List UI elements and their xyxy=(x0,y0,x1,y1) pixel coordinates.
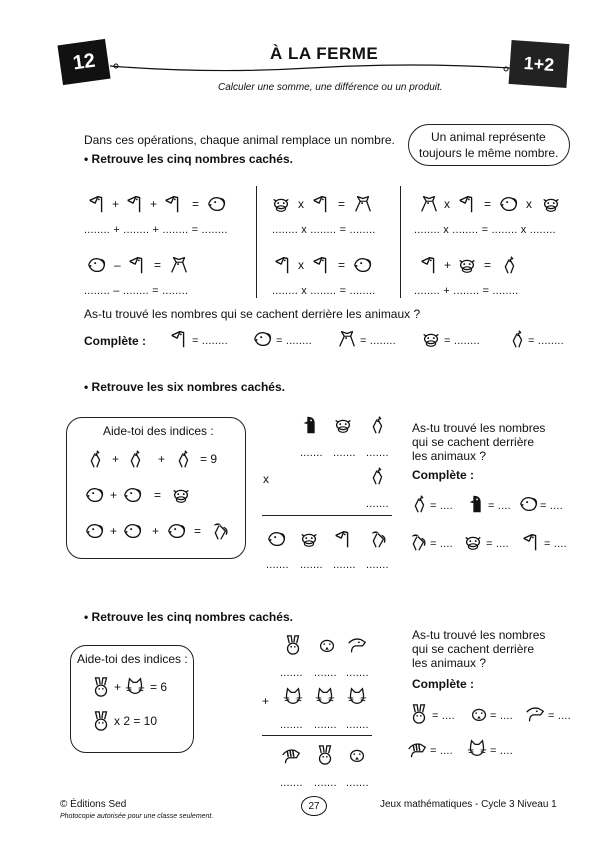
s3-dots-result-b[interactable]: ....... xyxy=(314,777,337,789)
cat-icon xyxy=(346,686,368,708)
goose-icon xyxy=(520,531,542,553)
crow-icon xyxy=(300,414,322,436)
s3-dots-result-a[interactable]: ....... xyxy=(280,777,303,789)
dog-icon xyxy=(122,520,144,542)
s3-dots-row2-b[interactable]: ....... xyxy=(314,719,337,731)
hen-icon xyxy=(124,448,146,470)
horse-icon xyxy=(168,254,190,276)
plus-sign: + xyxy=(152,524,160,538)
s3-hint2-expr: x 2 = 10 xyxy=(114,714,158,728)
section1-complete-label: Complète : xyxy=(84,334,147,348)
chapter-number-badge xyxy=(57,39,110,85)
column-divider-1 xyxy=(256,186,257,298)
addition-result-line xyxy=(262,735,372,736)
cow-icon xyxy=(456,254,478,276)
page-subtitle: Calculer une somme, une différence ou un produit. xyxy=(218,82,443,93)
dots-result-c[interactable]: ....... xyxy=(333,559,356,571)
page-title: À LA FERME xyxy=(270,44,379,63)
goose-icon xyxy=(418,254,440,276)
dots-row1-c[interactable]: ....... xyxy=(366,447,389,459)
dog-icon xyxy=(252,328,274,350)
dog-icon xyxy=(498,193,520,215)
equals-sign: = xyxy=(338,258,346,272)
plus-sign: + xyxy=(158,452,166,466)
multiply-sign: x xyxy=(263,472,269,486)
rabbit-icon xyxy=(282,634,304,656)
times-sign: x xyxy=(298,258,304,272)
s3-dots-row1-a[interactable]: ....... xyxy=(280,667,303,679)
answer-line-r1c2[interactable]: ........ x ........ = ........ xyxy=(272,224,376,236)
equals-sign: = xyxy=(194,524,202,538)
dog-icon xyxy=(206,193,228,215)
section2-hint-title: Aide-toi des indices : xyxy=(103,424,214,438)
section3-hint-title: Aide-toi des indices : xyxy=(77,652,188,666)
cow-icon xyxy=(540,193,562,215)
section2-question-l2: qui se cachent derrière xyxy=(412,435,535,449)
series-logo-text: 1+2 xyxy=(523,52,555,75)
dog-answer[interactable]: = ........ xyxy=(276,335,312,347)
hen-icon xyxy=(366,465,388,487)
footer-copyright: © Éditions Sed xyxy=(60,799,127,810)
answer-line-r2c2[interactable]: ........ x ........ = ........ xyxy=(272,285,376,297)
cat-icon xyxy=(124,676,146,698)
dog-icon xyxy=(122,484,144,506)
dog-icon xyxy=(518,493,540,515)
s2-goose-answer[interactable]: = .... xyxy=(544,538,567,550)
rabbit-icon xyxy=(408,703,430,725)
header-rope-line xyxy=(110,58,520,78)
dog-icon xyxy=(86,254,108,276)
footer-license: Photocopie autorisée pour une classe seulement. xyxy=(60,813,214,820)
s3-hound-answer[interactable]: = .... xyxy=(548,710,571,722)
section3-question-l2: qui se cachent derrière xyxy=(412,642,535,656)
hen-icon xyxy=(498,254,520,276)
goose-icon xyxy=(168,328,190,350)
cat-icon xyxy=(282,686,304,708)
s3-dots-row2-a[interactable]: ....... xyxy=(280,719,303,731)
dots-result-d[interactable]: ....... xyxy=(366,559,389,571)
answer-line-r2c1[interactable]: ........ – ........ = ........ xyxy=(84,285,189,297)
goose-icon xyxy=(126,254,148,276)
bubble-line1: Un animal représente xyxy=(431,130,546,144)
goose-icon xyxy=(162,193,184,215)
section3-question-l3: les animaux ? xyxy=(412,656,487,670)
cow-icon xyxy=(420,328,442,350)
section2-question-l3: les animaux ? xyxy=(412,449,487,463)
hen-icon xyxy=(366,414,388,436)
hen-icon xyxy=(408,493,430,515)
times-sign: x xyxy=(298,197,304,211)
answer-line-r2c3[interactable]: ........ + ........ = ........ xyxy=(414,285,519,297)
dots-row1-a[interactable]: ....... xyxy=(300,447,323,459)
chapter-number: 12 xyxy=(71,49,97,74)
series-logo xyxy=(509,40,570,88)
bubble-line2: toujours le même nombre. xyxy=(419,146,559,160)
plus-sign: + xyxy=(112,452,120,466)
rabbit-icon xyxy=(90,710,112,732)
goose-icon xyxy=(456,193,478,215)
goose-icon xyxy=(272,254,294,276)
section1-info-bubble xyxy=(408,124,570,166)
plus-sign: + xyxy=(112,197,120,211)
cow-icon xyxy=(270,193,292,215)
chick-icon xyxy=(316,634,338,656)
dots-result-b[interactable]: ....... xyxy=(300,559,323,571)
goose-answer[interactable]: = ........ xyxy=(192,335,228,347)
s3-dots-row2-c[interactable]: ....... xyxy=(346,719,369,731)
multiplication-result-line xyxy=(262,515,392,516)
dots-result-a[interactable]: ....... xyxy=(266,559,289,571)
rooster-icon xyxy=(406,531,428,553)
dog-icon xyxy=(166,520,188,542)
dots-row2-c[interactable]: ....... xyxy=(366,498,389,510)
zebra-icon xyxy=(280,744,302,766)
column-divider-2 xyxy=(400,186,401,298)
dog-icon xyxy=(352,254,374,276)
cow-icon xyxy=(298,528,320,550)
section2-heading: • Retrouve les six nombres cachés. xyxy=(84,380,285,394)
cow-icon xyxy=(332,414,354,436)
zebra-icon xyxy=(406,738,428,760)
goose-icon xyxy=(124,193,146,215)
section3-hint-bubble xyxy=(70,645,194,753)
section2-question-l1: As-tu trouvé les nombres xyxy=(412,421,546,435)
horse-icon xyxy=(352,193,374,215)
page-number: 27 xyxy=(308,800,320,812)
cow-icon xyxy=(462,531,484,553)
hen-icon xyxy=(84,448,106,470)
cat-icon xyxy=(466,738,488,760)
section3-question-l1: As-tu trouvé les nombres xyxy=(412,628,546,642)
goose-icon xyxy=(310,193,332,215)
s2-crow-answer[interactable]: = .... xyxy=(488,500,511,512)
rabbit-icon xyxy=(314,744,336,766)
section1-heading: • Retrouve les cinq nombres cachés. xyxy=(84,152,293,166)
footer-series: Jeux mathématiques - Cycle 3 Niveau 1 xyxy=(380,799,557,810)
section2-complete-label: Complète : xyxy=(412,468,475,482)
rooster-icon xyxy=(208,520,230,542)
s3-dots-result-c[interactable]: ....... xyxy=(346,777,369,789)
hen-icon xyxy=(172,448,194,470)
plus-sign: + xyxy=(110,488,118,502)
s3-hint1-result: = 6 xyxy=(150,680,168,694)
section3-complete-label: Complète : xyxy=(412,677,475,691)
s3-rabbit-answer[interactable]: = .... xyxy=(432,710,455,722)
chick-icon xyxy=(468,703,490,725)
page-number-badge xyxy=(301,796,327,816)
hound-icon xyxy=(346,634,368,656)
section1-question: As-tu trouvé les nombres qui se cachent derrière les animaux ? xyxy=(84,307,421,321)
horse-icon xyxy=(336,328,358,350)
s3-dots-row1-b[interactable]: ....... xyxy=(314,667,337,679)
hound-icon xyxy=(524,703,546,725)
dog-icon xyxy=(84,484,106,506)
cat-icon xyxy=(314,686,336,708)
crow-icon xyxy=(466,493,488,515)
plus-sign: + xyxy=(114,680,122,694)
equals-sign: = xyxy=(154,258,162,272)
rooster-icon xyxy=(366,528,388,550)
s3-cat-answer[interactable]: = .... xyxy=(490,745,513,757)
equals-sign: = xyxy=(338,197,346,211)
chick-icon xyxy=(346,744,368,766)
dog-icon xyxy=(84,520,106,542)
hen-icon xyxy=(506,328,528,350)
s3-plus-sign: + xyxy=(262,694,270,708)
plus-sign: + xyxy=(150,197,158,211)
equals-sign: = xyxy=(192,197,200,211)
s2-hen-answer[interactable]: = .... xyxy=(430,500,453,512)
horse-icon xyxy=(418,193,440,215)
plus-sign: + xyxy=(444,258,452,272)
dots-row1-b[interactable]: ....... xyxy=(333,447,356,459)
goose-icon xyxy=(332,528,354,550)
cow-icon xyxy=(170,484,192,506)
equals-sign: = xyxy=(154,488,162,502)
dog-icon xyxy=(266,528,288,550)
equals-sign: = xyxy=(484,258,492,272)
equals-sign: = xyxy=(484,197,492,211)
answer-line-r1c1[interactable]: ........ + ........ + ........ = ........ xyxy=(84,224,228,236)
horse-answer[interactable]: = ........ xyxy=(360,335,396,347)
plus-sign: + xyxy=(110,524,118,538)
s2-rooster-answer[interactable]: = .... xyxy=(430,538,453,550)
times-sign: x xyxy=(526,197,532,211)
s3-dots-row1-c[interactable]: ....... xyxy=(346,667,369,679)
times-sign: x xyxy=(444,197,450,211)
rabbit-icon xyxy=(90,676,112,698)
section1-intro: Dans ces opérations, chaque animal remplace un nombre. xyxy=(84,133,395,147)
section3-heading: • Retrouve les cinq nombres cachés. xyxy=(84,610,293,624)
s3-chick-answer[interactable]: = .... xyxy=(490,710,513,722)
hint1-result: = 9 xyxy=(200,452,218,466)
minus-sign: – xyxy=(114,258,121,272)
cow-answer[interactable]: = ........ xyxy=(444,335,480,347)
s2-cow-answer[interactable]: = .... xyxy=(486,538,509,550)
s3-zebra-answer[interactable]: = .... xyxy=(430,745,453,757)
answer-line-r1c3[interactable]: ........ x ........ = ........ x ........ xyxy=(414,224,556,236)
goose-icon xyxy=(86,193,108,215)
goose-icon xyxy=(310,254,332,276)
s2-dog-answer[interactable]: = .... xyxy=(540,500,563,512)
hen-answer[interactable]: = ........ xyxy=(528,335,564,347)
